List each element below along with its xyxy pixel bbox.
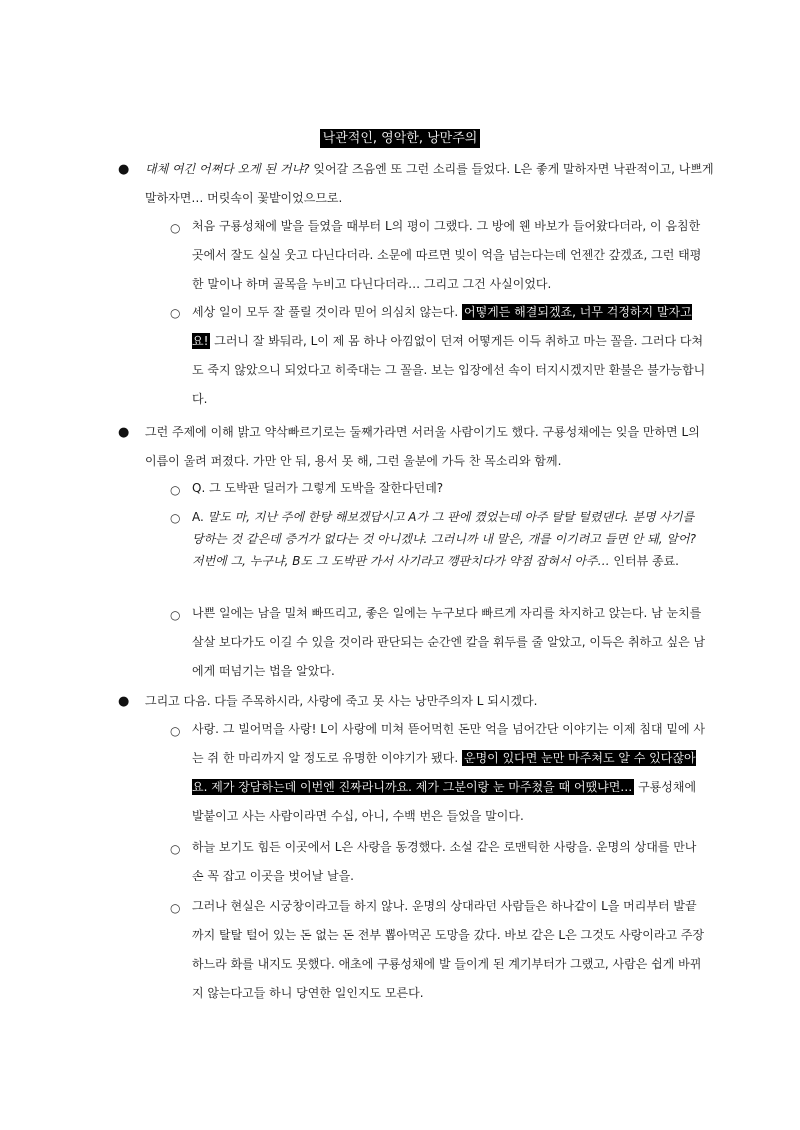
section-1-sub-2 bbox=[192, 298, 707, 414]
bullet: ● bbox=[118, 162, 130, 177]
sub-bullet: ○ bbox=[170, 221, 181, 235]
section-3-sub-1-a: 사랑. 그 빌어먹을 사랑! L이 사랑에 미쳐 뜯어먹힌 돈만 억을 넘어간단 이야기는 이제 침대 밑에 사는 쥐 한 마리까지 알 정도로 유명한 이야기가 됐다. bbox=[192, 722, 706, 765]
quote-highlight: 운명이 있다면 눈만 마주쳐도 알 수 있다잖아요. 제가 장담하는데 이번엔 진짜라니까요. 제가 그분이랑 눈 마주쳤을 때 어땠냐면… bbox=[192, 751, 696, 794]
section-1-italic: 대체 여긴 어쩌다 오게 된 거냐? bbox=[145, 162, 310, 176]
section-2-text: 그런 주제에 이해 밝고 약삭빠르기로는 둘째가라면 서러울 사람이기도 했다. 구룡성채에는 잊을 만하면 L의 이름이 울려 퍼졌다. 가만 안 둬, 용서 못 해, 그런 울분에 가득 찬 목소리와 함께. bbox=[145, 425, 700, 468]
section-3-text: 그리고 다음. 다들 주목하시라, 사랑에 죽고 못 사는 낭만주의자 L 되시겠다. bbox=[145, 694, 538, 708]
section-1-sub-1: 처음 구룡성채에 발을 들였을 때부터 L의 평이 그랬다. 그 방에 웬 바보가 들어왔다더라, 이 음침한 곳에서 잘도 실실 웃고 다닌다더라. 소문에 따르면 빚이 억을 넘는다는데 언젠간 갚겠죠, 그런 태평한 말이나 하며 골목을 누비고 다닌다더라… 그리고 그건 사실이었다. bbox=[192, 219, 702, 291]
sub-bullet: ○ bbox=[170, 842, 181, 856]
bullet: ● bbox=[118, 694, 130, 709]
interview-italic: 말도 마, 지난 주에 한탕 해보겠답시고 A가 그 판에 꼈었는데 아주 탈탈 털렸댄다. 분명 사기를 당하는 것 같은데 증거가 없다는 것 아니겠냐. 그러니까 내 말은, 개를 이기려고 들면 안 돼, 알어? 저번에 그, 누구냐, B도 그 도박판 가서 사기라고 깽판치다가 약점 잡혀서 아주… bbox=[192, 510, 696, 568]
section-1-rest: 잊어갈 즈음엔 또 그런 소리를 들었다. L은 좋게 말하자면 낙관적이고, 나쁘게 말하자면… 머릿속이 꽃밭이었으므로. bbox=[145, 162, 714, 205]
bullet: ● bbox=[118, 425, 130, 440]
sub-bullet: ○ bbox=[170, 608, 181, 622]
section-2-sub-1: Q. 그 도박판 딜러가 그렇게 도박을 잘한다던데? bbox=[192, 481, 444, 495]
section-3-sub-1-b: 구룡성채에 발붙이고 사는 사람이라면 수십, 아니, 수백 번은 들었을 말이다. bbox=[192, 780, 697, 823]
section-2-sub-2 bbox=[192, 506, 707, 572]
sub-bullet: ○ bbox=[170, 306, 181, 320]
sub-bullet: ○ bbox=[170, 901, 181, 915]
interview-prefix: A. bbox=[192, 510, 208, 524]
sub-bullet: ○ bbox=[170, 724, 181, 738]
section-3-sub-3: 그러나 현실은 시궁창이라고들 하지 않나. 운명의 상대라던 사람들은 하나같이 L을 머리부터 발끝까지 탈탈 털어 있는 돈 없는 돈 전부 뽑아먹곤 도망을 갔다. 바보 같은 L은 그것도 사랑이라고 주장하느라 화를 내지도 못했다. 애초에 구룡성채에 발 들이게 된 계기부터가 그랬고, 사람은 쉽게 바뀌지 않는다고들 하니 당연한 일인지도 모른다. bbox=[192, 899, 705, 1000]
section-2-sub-3: 나쁜 일에는 남을 밀쳐 빠뜨리고, 좋은 일에는 누구보다 빠르게 자리를 차지하고 앉는다. 남 눈치를 살살 보다가도 이길 수 있을 것이라 판단되는 순간엔 칼을 휘두를 줄 알았고, 이득은 취하고 싶은 남에게 떠넘기는 법을 알았다. bbox=[192, 606, 706, 678]
interview-suffix: 인터뷰 종료. bbox=[609, 554, 679, 568]
section-3-sub-2: 하늘 보기도 힘든 이곳에서 L은 사랑을 동경했다. 소설 같은 로맨틱한 사랑을. 운명의 상대를 만나 손 꼭 잡고 이곳을 벗어날 날을. bbox=[192, 840, 697, 883]
title-text: 낙관적인, 영악한, 낭만주의 bbox=[320, 129, 481, 148]
sub-bullet: ○ bbox=[170, 511, 181, 525]
sub-bullet: ○ bbox=[170, 483, 181, 497]
document-title bbox=[0, 128, 800, 150]
quote-highlight: 어떻게든 해결되겠죠, 너무 걱정하지 말자고요! bbox=[192, 305, 692, 348]
section-1-sub-2-a: 세상 일이 모두 잘 풀릴 것이라 믿어 의심치 않는다. bbox=[192, 305, 462, 319]
section-1-text bbox=[145, 155, 715, 213]
section-3-sub-1 bbox=[192, 715, 707, 831]
section-1-sub-2-b: 그러니 잘 봐둬라, L이 제 몸 하나 아낌없이 던져 어떻게든 이득 취하고 마는 꼴을. 그러다 다쳐도 죽지 않았으니 되었다고 히죽대는 그 꼴을. 보는 입장에선 속이 터지시겠지만 환불은 불가능합니다. bbox=[192, 334, 706, 406]
